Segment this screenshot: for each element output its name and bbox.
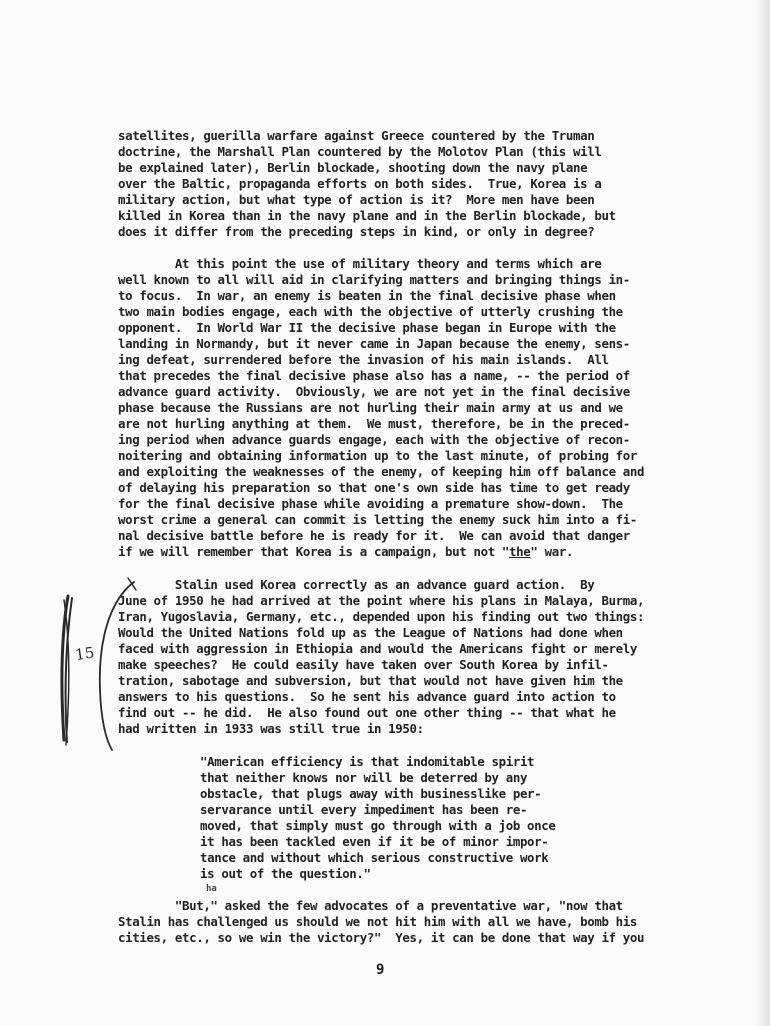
quote-line: is out of the question." — [200, 866, 371, 881]
text-line: military action, but what type of action is it? More men have been — [118, 192, 595, 207]
text-line: noitering and obtaining information up to the last minute, of probing for — [118, 448, 638, 463]
scan-edge-shadow — [754, 0, 770, 1026]
underlined-word: the — [509, 544, 531, 559]
quote-line: that neither knows nor will be deterred by any — [200, 770, 528, 785]
quote-line: servarance until every impediment has been re- — [200, 802, 528, 817]
text-line: that precedes the final decisive phase also has a name, -- the period of — [118, 368, 630, 383]
small-handwritten-mark: ha — [206, 884, 217, 894]
text-line: phase because the Russians are not hurling their main army at us and we — [118, 400, 623, 415]
quote-line: moved, that simply must go through with a job once — [200, 818, 556, 833]
text-line: opponent. In World War II the decisive phase began in Europe with the — [118, 320, 616, 335]
text-line: be explained later), Berlin blockade, shooting down the navy plane — [118, 160, 588, 175]
text-line: ing period when advance guards engage, each with the objective of recon- — [118, 432, 630, 447]
text-segment: " war. — [530, 544, 574, 559]
text-line: of delaying his preparation so that one's own side has time to get ready — [118, 480, 630, 495]
quote-line: obstacle, that plugs away with businesslike per- — [200, 786, 542, 801]
text-line: Stalin used Korea correctly as an advance guard action. By — [118, 577, 595, 592]
text-line: are not hurling anything at them. We must, therefore, be in the preced- — [118, 416, 630, 431]
page-number: 9 — [376, 962, 385, 978]
text-line: June of 1950 he had arrived at the point where his plans in Malaya, Burma, — [118, 593, 645, 608]
text-line: doctrine, the Marshall Plan countered by the Molotov Plan (this will — [118, 144, 602, 159]
text-line: well known to all will aid in clarifying matters and bringing things in- — [118, 272, 630, 287]
text-line: tration, sabotage and subversion, but that would not have given him the — [118, 673, 623, 688]
text-line: find out -- he did. He also found out one other thing -- that what he — [118, 705, 616, 720]
text-line: answers to his questions. So he sent his advance guard into action to — [118, 689, 616, 704]
text-line: had written in 1933 was still true in 1950: — [118, 721, 424, 736]
text-line: satellites, guerilla warfare against Greece countered by the Truman — [118, 128, 595, 143]
text-line: cities, etc., so we win the victory?" Yes, it can be done that way if you — [118, 930, 645, 945]
text-line: advance guard activity. Obviously, we are not yet in the final decisive — [118, 384, 630, 399]
text-line: faced with aggression in Ethiopia and would the Americans fight or merely — [118, 641, 638, 656]
text-line: nal decisive battle before he is ready for it. We can avoid that danger — [118, 528, 630, 543]
text-line: landing in Normandy, but it never came in Japan because the enemy, sens- — [118, 336, 630, 351]
text-line: to focus. In war, an enemy is beaten in the final decisive phase when — [118, 288, 616, 303]
margin-scribble-icon — [62, 578, 136, 750]
text-line: worst crime a general can commit is letting the enemy suck him into a fi- — [118, 512, 638, 527]
text-line: does it differ from the preceding steps in kind, or only in degree? — [118, 224, 595, 239]
text-line: two main bodies engage, each with the objective of utterly crushing the — [118, 304, 623, 319]
text-line: make speeches? He could easily have taken over South Korea by infil- — [118, 657, 609, 672]
text-segment: if we will remember that Korea is a campaign, but not " — [118, 544, 510, 559]
text-line: At this point the use of military theory and terms which are — [118, 256, 602, 271]
text-line: for the final decisive phase while avoiding a premature show-down. The — [118, 496, 623, 511]
text-line: killed in Korea than in the navy plane and in the Berlin blockade, but — [118, 208, 616, 223]
text-line: ing defeat, surrendered before the invasion of his main islands. All — [118, 352, 609, 367]
text-line: Would the United Nations fold up as the League of Nations had done when — [118, 625, 623, 640]
text-line: and exploiting the weaknesses of the enemy, of keeping him off balance and — [118, 464, 645, 479]
text-line: Iran, Yugoslavia, Germany, etc., depended upon his finding out two things: — [118, 609, 645, 624]
text-line: over the Baltic, propaganda efforts on both sides. True, Korea is a — [118, 176, 602, 191]
text-line: "But," asked the few advocates of a preventative war, "now that — [118, 898, 623, 913]
quote-line: tance and without which serious constructive work — [200, 850, 549, 865]
text-line: Stalin has challenged us should we not hit him with all we have, bomb his — [118, 914, 638, 929]
quote-line: "American efficiency is that indomitable spirit — [200, 754, 535, 769]
quote-line: it has been tackled even if it be of minor impor- — [200, 834, 549, 849]
margin-note-text: 15 — [74, 643, 96, 664]
